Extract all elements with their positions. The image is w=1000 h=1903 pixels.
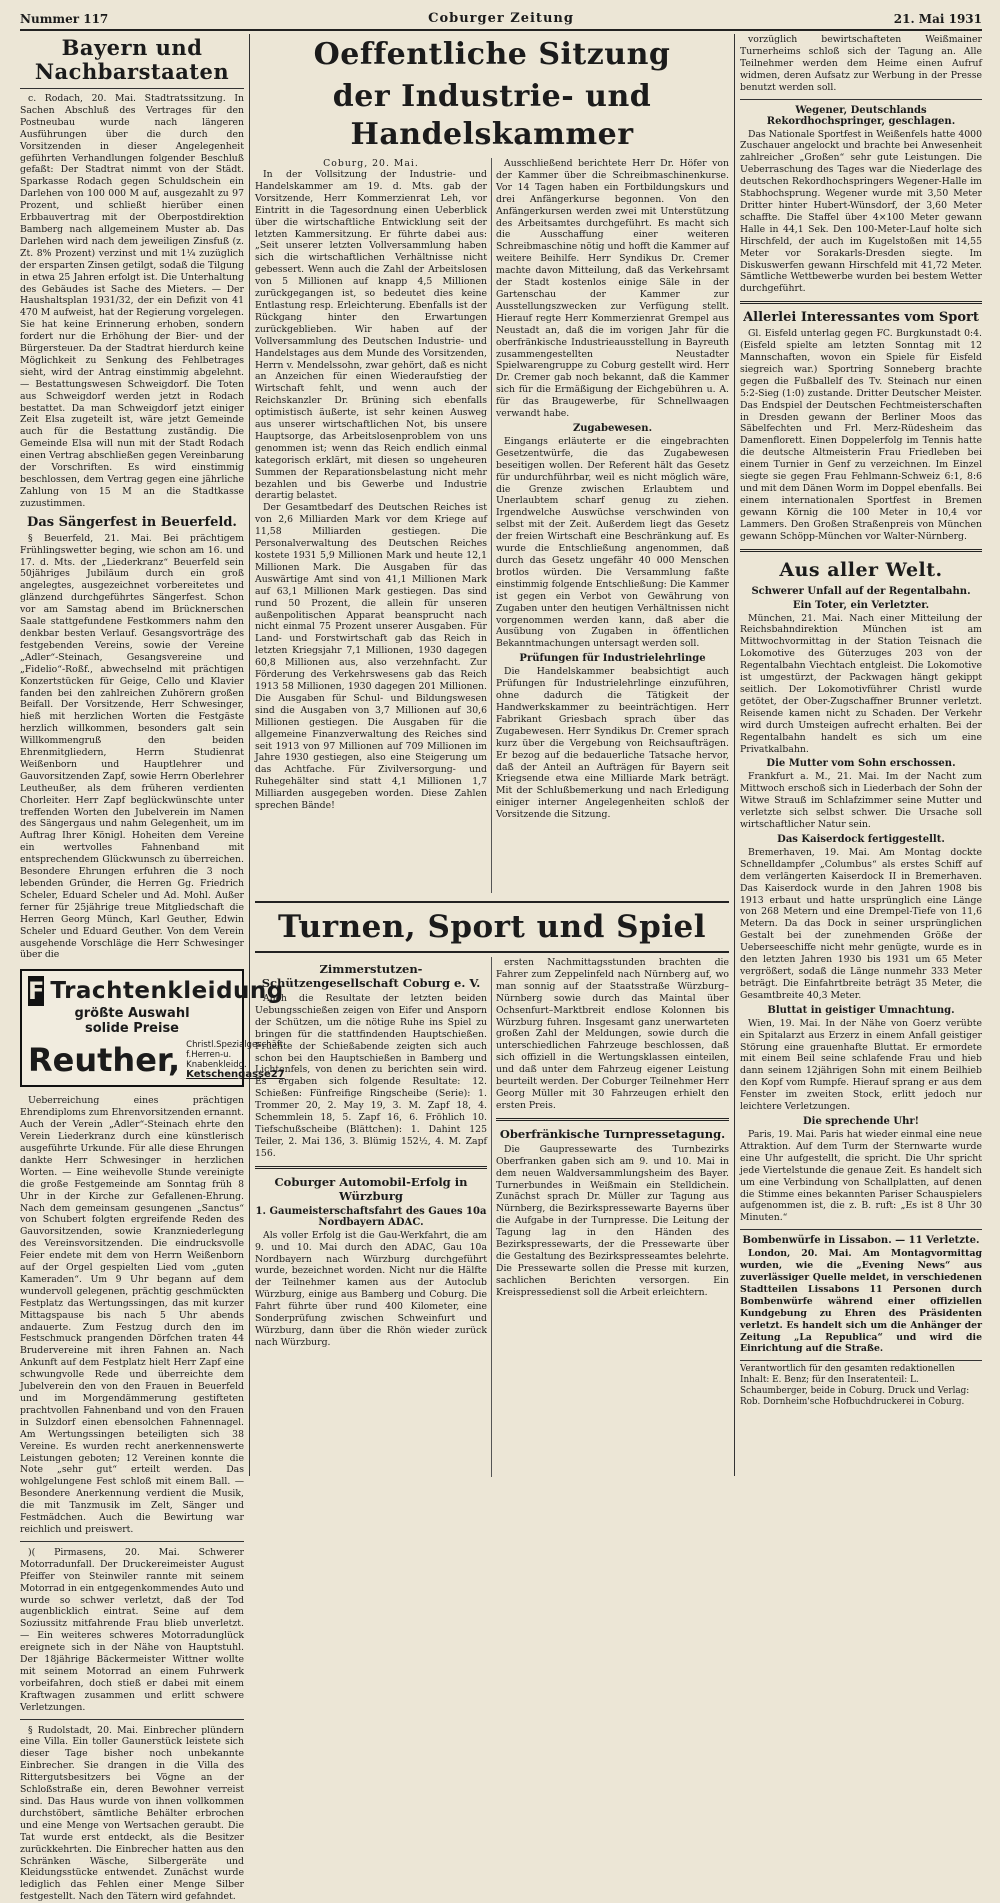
imprint-footer: Verantwortlich für den gesamten redaktionellen Inhalt: E. Benz; für den Inseratenteil: L. Schaumberger, beide in Coburg. Druck und Verlag: Rob. Dornheim'sche Hofbuchdruckerei in Coburg. <box>740 1360 982 1408</box>
ad-line-1: größte Auswahl <box>74 1006 190 1022</box>
article-saengerfest-cont: Ueberreichung eines prächtigen Ehrendiploms zum Ehrenvorsitzenden ernannt. Auch der Verein „Adler“-Steinach ehrte den Verein Liederkranz durch eine künstlerisch ausgeführte Urkunde. Für alle diese Ehrungen dankte Herr Schwesinger in herzlichen Worten. — Eine weihevolle Stunde vereinigte die große Festgemeinde am Sonntag früh 8 Uhr in der Kirche zur Gefallenen-Ehrung. Nach dem gemeinsam gesungenen „Sanctus“ von Schubert folgten ergreifende Reden des Gauvorsitzenden, sowie Kranzniederlegung des Vereinsvorsitzenden. Die eindrucksvolle Feier endete mit dem von Herrn Weißenborn auf der Orgel gespielten Lied vom „guten Kameraden“. Um 9 Uhr begann auf dem wundervoll gelegenen, prächtig geschmückten Festplatz das Wertungssingen, das mit kurzer Mittagspause bis nach 5 Uhr abends andauerte. Zum Festzug durch den im Festschmuck prangenden Dörfchen traten 44 Brudervereine mit ihren Fahnen an. Nach Ankunft auf dem Festplatz hielt Herr Zapf eine schwungvolle Rede und überreichte dem Jubelverein den von den Frauen in Beuerfeld und im Morgendämmerung gestifteten prachtvollen Fahnenband und von den Frauen in Sulzdorf einen ebensolchen Fahnennagel. Am Wertungssingen beteiligten sich 38 Vereine. Es wurden recht anerkennenswerte Leistungen geboten; 12 Vereinen konnte die Note „sehr gut“ erteilt werden. Das wohlgelungene Fest schloß mit einem Ball. — Besondere Anerkennung verdient die Musik, die mit Tanzmusik im Zelt, Sänger und Festmädchen. Auch die Bewirtung war reichlich und preiswert. <box>20 1095 244 1535</box>
heading-wegener: Wegener, Deutschlands Rekordhochspringer, geschlagen. <box>766 104 956 127</box>
article-rudolstadt: § Rudolstadt, 20. Mai. Einbrecher plündern eine Villa. Ein toller Gaunerstück leistete sich dieser Tage bisher noch unbekannte Einbrecher. Sie drangen in die Villa des Rittergutsbesitzers bei Vögne an der Schloßstraße ein, deren Bewohner verreist sind. Das Haus wurde von ihnen vollkommen durchstöbert, sämtliche Behälter erbrochen und eine Menge von Wertsachen geraubt. Die Tat wurde erst entdeckt, als die Besitzer zurückkehrten. Die Einbrecher hatten aus den Schränken Wäsche, Silbergeräte und Kleidungsstücke entwendet. Zunächst wurde lediglich das Fehlen einer Menge Silber festgestellt. Nach den Tätern wird gefahndet. <box>20 1724 244 1903</box>
issue-date: 21. Mai 1931 <box>893 12 982 26</box>
heading-kaiserdock: Das Kaiserdock fertiggestellt. <box>777 833 945 845</box>
schuetzen-text: Auch die Resultate der letzten beiden Uebungsschießen zeigen von Eifer und Ansporn der Schützen, um die nötige Ruhe ins Spiel zu bringen für die stattfindenden Hauptschießen. Früchte der Schießabende zeigten sich auch schon bei den Hauptschießen in Bamberg und Lichtenfels, von denen zu berichten sein wird. Es ergaben sich folgende Resultate: 12. Schießen: Fünfreifige Ringscheibe (Serie): 1. Trommer 20, 2. May 19, 3. M. Zapf 18, 4. Schemmlein 18, 5. Zapf 16, 6. Fröhlich 10. Tiefschußscheibe (Blättchen): 1. Dahint 125 Teiler, 2. Mai 136, 3. Blümig 152½, 4. M. Zapf 156. <box>255 993 487 1159</box>
headline-sitzung-line1: Oeffentliche Sitzung <box>313 37 671 72</box>
uhr-text: Paris, 19. Mai. Paris hat wieder einmal eine neue Attraktion. Auf dem Turm der Sternwarte wurde eine Uhr aufgestellt, die spricht. Die Uhr spricht jede Viertelstunde die genaue Zeit. Es handelt sich um eine Verbindung von Schallplatten, auf denen die Stimme eines bekannten Pariser Schauspielers aufgenommen ist, die z. B. ruft: „Es ist 8 Uhr 30 Minuten.“ <box>740 1128 982 1224</box>
heading-mutter: Die Mutter vom Sohn erschossen. <box>766 758 956 770</box>
sitzung-text-5: Die Handelskammer beabsichtigt auch Prüfungen für Industrielehrlinge einzuführen, ohne dadurch die Tätigkeit der Handwerkskammer zu beeinträchtigen. Herr Fabrikant Griesbach sprach über das Zugabewesen. Herr Syndikus Dr. Cremer sprach kurz über die Vergebung von Reichsaufträgen. Er bezog auf die bedauerliche Tatsache hervor, daß der Anteil an Aufträgen für Bayern seit Kriegsende etwa eine Milliarde Mark beträgt. Mit der Schlußbemerkung und nach Erledigung einiger interner Angelegenheiten schloß der Vorsitzende die Sitzung. <box>496 666 729 821</box>
article-saengerfest: § Beuerfeld, 21. Mai. Bei prächtigem Frühlingswetter beging, wie schon am 16. und 17. d. Mts. der „Liederkranz“ Beuerfeld sein 50jähriges Jubiläum durch ein groß angelegtes, ausgezeichnet vorbereitetes und glänzend durchgeführtes Sängerfest. Schon vor am Samstag abend im Brücknerschen Saale stattgefundene Festkommers nahm den denkbar besten Verlauf. Gesangsvorträge des festgebenden Vereins, sowie der Vereine „Adler“-Steinach, Gesangsvereine und „Fidelio“-Roßf., abwechselnd mit prächtigen Konzertstücken für Geige, Cello und Klavier fanden bei den zahlreichen Zuhörern großen Beifall. Der Vorsitzende, Herr Schwesinger, hieß mit herzlichen Worten die Festgäste herzlich willkommen, besonders galt sein Willkommengruß den beiden Ehrenmitgliedern, Herrn Studienrat Weißenborn und Hauptlehrer und Gauvorsitzenden Zapf, sowie Herrn Oberlehrer Leutheußer, als dem früheren verdienten Chorleiter. Herr Zapf beglückwünschte unter treffenden Worten den Jubelverein im Namen des Sängergaus und nahm Gelegenheit, um im Auftrag Ihrer Königl. Hoheiten dem Vereine ein wertvolles Fahnenband mit entsprechendem Glückwunsch zu überreichen. Besondere Ehrungen erfuhren die 3 noch lebenden Gründer, die Herren Gg. Friedrich Scheler, Eduard Scheler und Ad. Mohl. Außer ferner für 25jährige treue Mitgliedschaft die Herren Georg Münch, Karl Geuther, Edwin Scheler und Eduard Geuther. Von dem Verein ausgehende Vorschläge die Herr Schwesinger über die <box>20 532 244 961</box>
heading-regentalbahn: Schwerer Unfall auf der Regentalbahn. <box>751 585 971 597</box>
heading-allerlei-sport: Allerlei Interessantes vom Sport <box>743 310 979 326</box>
mutter-text: Frankfurt a. M., 21. Mai. Im der Nacht zum Mittwoch erschoß sich in Liederbach der Sohn der Witwe Strauß im Schlafzimmer seine Mutter und verletzte sich selbst schwer. Die Ursache soll wirtschaftlicher Natur sein. <box>740 771 982 831</box>
sitzung-text-4: Eingangs erläuterte er die eingebrachten Gesetzentwürfe, die das Zugabewesen beseitigen wollen. Der Referent hält das Gesetz für undurchführbar, weil es nicht möglich wäre, die Grenze zwischen Erlaubtem und Unerlaubtem scharf genug zu ziehen. Irgendwelche Auswüchse verschwinden von selbst mit der Zeit. Außerdem liegt das Gesetz der freien Wirtschaft eine Beschränkung auf. Es wurde die Entschließung angenommen, daß durch das Gesetz ungefähr 40 000 Menschen brotlos würden. Die Versammlung faßte einstimmig folgende Entschließung: Die Kammer ist gegen ein Verbot von Gewährung von Zugaben unter den heutigen Verhältnissen nicht vorgenommen werden kann, daß aber die Ausübung von Zugaben in öffentlichen Bekanntmachungen untersagt werden soll. <box>496 435 729 650</box>
heading-bluttat: Bluttat in geistiger Umnachtung. <box>767 1004 955 1016</box>
middle-column <box>250 34 735 1476</box>
subheading-regentalbahn: Ein Toter, ein Verletzter. <box>792 599 930 611</box>
masthead <box>20 8 982 31</box>
ad-address: Ketschengasse27 <box>186 1069 285 1081</box>
heading-turnpressetagung: Oberfränkische Turnpressetagung. <box>499 1126 726 1141</box>
right-column <box>735 34 982 1476</box>
issue-number: Nummer 117 <box>20 12 109 26</box>
heading-uhr: Die sprechende Uhr! <box>802 1115 920 1127</box>
sport-section <box>255 957 729 1477</box>
heading-zugabewesen: Zugabewesen. <box>572 422 653 434</box>
article-pirmasens: )( Pirmasens, 20. Mai. Schwerer Motorradunfall. Der Druckereimeister August Pfeiffer von Steinwiler rannte mit seinem Motorrad in ein entgegenkommendes Auto und wurde so schwer verletzt, daß der Tod augenblicklich eintrat. Seine auf dem Soziussitz mitfahrende Frau blieb unverletzt. — Ein weiteres schweres Motorradunglück ereignete sich in der Nähe von Hauptstuhl. Der 18jährige Bäckermeister Wittner wollte mit seinem Motorrad an einem Fuhrwerk vorbeifahren, doch stieß er dabei mit einem Kraftwagen zusammen und erlitt schwere Verletzungen. <box>20 1546 244 1713</box>
heading-automobil: Coburger Automobil-Erfolg in Würzburg <box>274 1174 468 1203</box>
regentalbahn-text: München, 21. Mai. Nach einer Mitteilung der Reichsbahndirektion München ist am Mittwochvormittag in der Station Teisnach die Lokomotive des Güterzuges 203 von der Regentalbahn Viechtach entgleist. Die Lokomotive ist umgestürzt, der Packwagen hängt gekippt seitlich. Der Lokomotivführer Christl wurde getötet, der Ober-Zugschaffner Brunner verletzt. Reisende kamen nicht zu Schaden. Der Verkehr wird durch Umsteigen aufrecht erhalten. Bei der Regentalbahn handelt es sich um eine Privatkalbahn. <box>740 612 982 755</box>
heading-lissabon: Bombenwürfe in Lissabon. — 11 Verletzte. <box>742 1235 980 1247</box>
turnpresse-text: Die Gaupressewarte des Turnbezirks Oberfranken gaben sich am 9. und 10. Mai in dem neuen Waldversammlungsheim des Bayer. Turnerbundes in Weißmain ein Stelldichein. Zunächst sprach Dr. Müller zur Tagung aus Nürnberg, die Bezirkspressewarte Bayerns über die Aufgabe in der Turnpresse. Die Leitung der Tagung lag in den Händen des Bezirkspressewarts, der die Pressewarte über die Gestaltung des Bezirkspresseamtes belehrte. Die Pressewarte sollen die Presse mit kurzen, sachlichen Berichten versorgen. Ein Kreispressedienst soll die Arbeit erleichtern. <box>496 1143 729 1298</box>
newspaper-title: Coburger Zeitung <box>428 11 574 26</box>
bluttat-text: Wien, 19. Mai. In der Nähe von Goerz verübte ein Spitalarzt aus Erzerz in einem Anfall geistiger Störung eine grauenhafte Bluttat. Er ermordete mit einem Beil seine schlafende Frau und hieb dann seinem 12jährigen Sohn mit einem Beilhieb den Kopf vom Rumpfe. Hierauf sprang er aus dem Fenster im zweiten Stock, erlitt jedoch nur leichtere Verletzungen. <box>740 1017 982 1113</box>
heading-aus-aller-welt: Aus aller Welt. <box>779 558 943 581</box>
subheading-automobil: 1. Gaumeisterschaftsfahrt des Gaues 10a Nordbayern ADAC. <box>255 1205 487 1228</box>
ad-line-2: solide Preise <box>85 1021 179 1037</box>
ad-title: Trachtenkleidung <box>50 978 284 1005</box>
kaiserdock-text: Bremerhaven, 19. Mai. Am Montag dockte Schnelldampfer „Columbus“ als erstes Schiff auf dem verlängerten Kaiserdock II in Bremerhaven. Das Kaiserdock wurde in den Jahren 1908 bis 1913 erbaut und hatte ursprünglich eine Länge von 268 Metern und eine Drempel-Tiefe von 11,6 Metern. Da das Dock in seiner ursprünglichen Gestalt bei der zunehmenden Größe der Ueberseeschiffe nicht mehr genügte, wurde es in den letzten Jahren 1930 bis 1931 um 65 Meter vergrößert, sodaß die Länge nunmehr 333 Meter beträgt. Die Einfahrtbreite beträgt 35 Meter, die Gesamtbreite 40,3 Meter. <box>740 846 982 1001</box>
ad-brand: Reuther, <box>28 1041 181 1080</box>
sitzung-text-2: Der Gesamtbedarf des Deutschen Reiches ist von 2,6 Milliarden Mark vor dem Kriege auf 11,58 Milliarden gestiegen. Die Personalverwaltung des Deutschen Reiches kostete 1931 5,9 Millionen Mark und heute 12,1 Millionen Mark. Die Ausgaben für das Auswärtige Amt sind von 41,1 Millionen Mark auf 63,1 Millionen Mark gestiegen. Das sind rund 50 Prozent, die allein für unseren außenpolitischen Apparat beansprucht nach nicht einmal 75 Prozent unserer Ausgaben. Für Land- und Forstwirtschaft gab das Reich in letzten Kriegsjahr 7,1 Millionen, 1930 dagegen 60,8 Millionen aus, also verzehnfacht. Zur Förderung des Verkehrswesens gab das Reich 1913 58 Millionen, 1930 dagegen 201 Millionen. Die Ausgaben für Schul- und Bildungswesen sind die Ausgaben von 3,7 Millionen auf 30,6 Millionen gestiegen. Die Ausgaben für die allgemeine Finanzverwaltung des Reiches sind seit 1913 von 97 Millionen auf 709 Millionen im Jahre 1930 gestiegen, also eine Steigerung um das Achtfache. Für Zivilversorgung- und Ruhegehälter sind statt 4,1 Millionen 1,7 Milliarden ausgegeben worden. Diese Zahlen sprechen Bände! <box>255 502 487 812</box>
sitzung-article <box>255 158 729 893</box>
sport-news-text: Gl. Eisfeld unterlag gegen FC. Burgkunstadt 0:4. (Eisfeld spielte am letzten Sonntag mit 12 Mannschaften, wovon ein Spiele für Eisfeld siegreich war.) Sportring Sonneberg brachte gegen die Fußballelf des Tv. Steinach nur einen 5:2-Sieg (1:0) zustande. Dritter Deutscher Meister. Das Endspiel der Deutschen Fechtmeisterschaften in Dresden gewann der Berliner Moos das Säbelfechten und Frl. Merz-Rüdesheim das Damenflorett. Einen Doppelerfolg im Tennis hatte die deutsche Altmeisterin Frau Friedleben bei einem Turnier in Genf zu verzeichnen. Im Einzel siegte sie gegen Frau Fehlmann-Schweiz 6:1, 8:6 und mit dem Dänen Worm im Doppel ebenfalls. Bei einem internationalen Sportfest in Bremen gewann Körnig die 100 Meter in 10,4 vor Lammers. Den Großen Straßenpreis von München gewann Schöpp-München vor Walter-Nürnberg. <box>740 328 982 542</box>
ad-info-1: Christl.Spezialgeschäft f.Herren-u. <box>186 1040 284 1061</box>
automobil-text: Als voller Erfolg ist die Gau-Werkfahrt, die am 9. und 10. Mai durch den ADAC, Gau 10a Nordbayern nach Würzburg durchgeführt wurde, bezeichnet worden. Nicht nur die Hälfte der Teilnehmer kamen aus der Autoclub Würzburg, einige aus Bamberg und Coburg. Die Fahrt führte über rund 400 Kilometer, eine Sonderprüfung zwischen Schweinfurt und Würzburg, dann über die Rhön wieder zurück nach Würzburg. <box>255 1229 487 1348</box>
sitzung-text-1: In der Vollsitzung der Industrie- und Handelskammer am 19. d. Mts. gab der Vorsitzende, Herr Kommerzienrat Leh, vor Eintritt in die Tagesordnung einen Ueberblick über die wirtschaftliche Entwicklung seit der letzten Kammersitzung. Er führte dabei aus: „Seit unserer letzten Vollversammlung haben sich die wirtschaftlichen Verhältnisse nicht gebessert. Wenn auch die Zahl der Arbeitslosen von 5 Millionen auf knapp 4,5 Millionen zurückgegangen ist, so bedeutet dies keine Entlastung resp. Erleichterung. Ebenfalls ist der Rückgang hinter den Erwartungen zurückgeblieben. Wir haben auf der Vollversammlung des Deutschen Industrie- und Handelstages aus dem Munde des Vorsitzenden, Herrn v. Mendelssohn, zwar gehört, daß es nicht an Anzeichen für einen Wiederaufstieg der Wirtschaft fehlt, und wenn auch der Reichskanzler Dr. Brüning sich ebenfalls optimistisch äußerte, ist sehr keinen Ausweg aus unserer wirtschaftlichen Not, bis unsere Hauptsorge, das Arbeitslosenproblem von uns genommen ist; wenn das Reich endlich einmal kategorisch erklärt, mit diesen so ungeheuren Summen der Reparationsbelastung nicht mehr bezahlen und bis Gewerbe und Industrie derartig belastet. <box>255 169 487 502</box>
advertisement-reuther[interactable] <box>20 969 285 1087</box>
article-rodach: c. Rodach, 20. Mai. Stadtratssitzung. In Sachen Abschluß des Vertrages für den Postneubau wurde nach längeren Ausführungen über die durch den Vorsitzenden in dieser Angelegenheit geführten Verhandlungen folgender Beschluß gefaßt: Der Stadtrat nimmt von der Städt. Sparkasse Rodach gegen Schuldschein ein Darlehen von 100 000 M auf, ausgezahlt zu 97 Prozent, und schließt hierüber einen Erbbauvertrag mit der Oberpostdirektion Bamberg nach allgemeinem Muster ab. Das Darlehen wird nach dem jeweiligen Zinsfuß (z. Zt. 8% Prozent) verzinst und mit 1¼ zuzüglich der ersparten Zinsen getilgt, sodaß die Tilgung in etwa 25 Jahren erfolgt ist. Die Unterhaltung des Gebäudes ist Sache des Mieters. — Der Haushaltsplan 1931/32, der ein Defizit von 41 470 M aufweist, hat der Regierung vorgelegen. Sie hat keine Erinnerung erhoben, sondern fordert nur die Erhöhung der Bier- und der Bürgersteuer. Da der Stadtrat hierdurch keine Möglichkeit zu Senkung des Fehlbetrages sieht, wird der Antrag einstimmig abgelehnt. — Bestattungswesen Schweigdorf. Die Toten aus Schweigdorf werden jetzt in Rodach bestattet. Da man Schweigdorf jetzt einiger Zeit Elsa zugeteilt ist, wäre jetzt Gemeinde auch für die Bestattung zuständig. Die Gemeinde Elsa will nun mit der Stadt Rodach einen Vertrag abschließen gegen Vereinbarung der Vorschriften. Es wird einstimmig beschlossen, dem Vertrag gegen eine jährliche Zahlung von 15 M an die Stadtkasse zuzustimmen. <box>20 93 244 509</box>
heading-saengerfest: Das Sängerfest in Beuerfeld. <box>27 514 237 530</box>
left-column <box>20 34 285 1903</box>
automobil-text-cont: ersten Nachmittagsstunden brachten die Fahrer zum Zeppelinfeld nach Nürnberg auf, wo man sonnig auf der Staatsstraße Würzburg–Nürnberg sowie durch das Maintal über Ochsenfurt–Marktbreit endlose Kolonnen bis Würzburg fuhren. Insgesamt ganz unerwarteten großen Zahl der Meldungen, sowie durch die unterschiedlichen Fahrzeuge beschlossen, daß sich offiziell in die Wertungsklassen einteilen, und daß unter dem Fahrzeug eigener Leistung beurteilt werden. Der Coburger Teilnehmer Herr Georg Müller mit 30 Fahrzeugen erhielt den ersten Preis. <box>496 957 729 1111</box>
dateline: Coburg, 20. Mai. <box>323 158 419 169</box>
heading-pruefungen: Prüfungen für Industrielehrlinge <box>519 653 706 665</box>
ad-logo: F <box>28 977 45 1006</box>
sitzung-text-3: Ausschließend berichtete Herr Dr. Höfer von der Kammer über die Schreibmaschinenkurse. Vor 14 Tagen haben ein Fortbildungskurs und drei Anfängerkurse begonnen. Von den Anfängerkursen werden zwei mit Unterstützung des Arbeitsamtes durchgeführt. Es macht sich die Ausschaffung einer weiteren Schreibmaschine nötig und hofft die Kammer auf weitere Beihilfe. Herr Syndikus Dr. Cremer machte davon Mitteilung, daß das Verkehrsamt der Stadt kostenlos einige Säle in der Gartenschau der Kammer zur Ausstellungszwecken zur Verfügung stellt. Hierauf regte Herr Kommerzienrat Grempel aus Neustadt an, daß die im vorigen Jahr für die oberfränkische Industrieausstellung in Bayreuth zusammengestellten Neustadter Spielwarengruppe zu Coburg gestellt wird. Herr Dr. Cremer gab noch bekannt, daß die Kammer sich für die Ermäßigung der Eichgebühren u. A. für das Braugewerbe, für Schnellwaagen verwandt habe. <box>496 158 729 420</box>
ad-info-2: Knabenkleidg. <box>186 1060 247 1071</box>
section-heading-bayern: Bayern und Nachbarstaaten <box>20 36 244 89</box>
turnpresse-cont: vorzüglich bewirtschafteten Weißmainer Turnerheims schloß sich der Tagung an. Alle Teilnehmer werden dem Heime einen Aufruf widmen, deren Aufsatz zur Werbung in der Presse benutzt werden soll. <box>740 34 982 93</box>
headline-sitzung-line2: der Industrie- und Handelskammer <box>332 79 652 152</box>
headline-sport: Turnen, Sport und Spiel <box>255 901 729 953</box>
heading-schuetzen: Zimmerstutzen-Schützengesellschaft Coburg e. V. <box>261 962 481 990</box>
lissabon-text: London, 20. Mai. Am Montagvormittag wurden, wie die „Evening News“ aus zuverlässiger Quelle meldet, in verschiedenen Stadtteilen Lissabons 11 Personen durch Bombenwürfe während einer offiziellen Kundgebung zu Ehren des Präsidenten verletzt. Es handelt sich um die Anhänger der Zeitung „La Republica“ und wird die Einrichtung auf die Straße. <box>740 1248 982 1355</box>
wegener-text: Das Nationale Sportfest in Weißenfels hatte 4000 Zuschauer angelockt und brachte bei Anwesenheit zahlreicher „Großen“ sehr gute Leistungen. Die Ueberraschung des Tages war die Niederlage des deutschen Rekordhochspringers Wegener-Halle im Stabhochsprung. Wegener wurde mit 3,50 Meter Dritter hinter Hubert-Wünsdorf, der 3,60 Meter schaffte. Die Staffel über 4×100 Meter gewann Halle in 44,1 Sek. Den 100-Meter-Lauf holte sich Hirschfeld, der auch im Kugelstoßen mit 14,55 Meter vor Sorakarls-Dresden siegte. Im Diskuswerfen gewann Hirschfeld mit 41,72 Meter. Sämtliche Wettbewerbe wurden bei bestem Wetter durchgeführt. <box>740 128 982 295</box>
